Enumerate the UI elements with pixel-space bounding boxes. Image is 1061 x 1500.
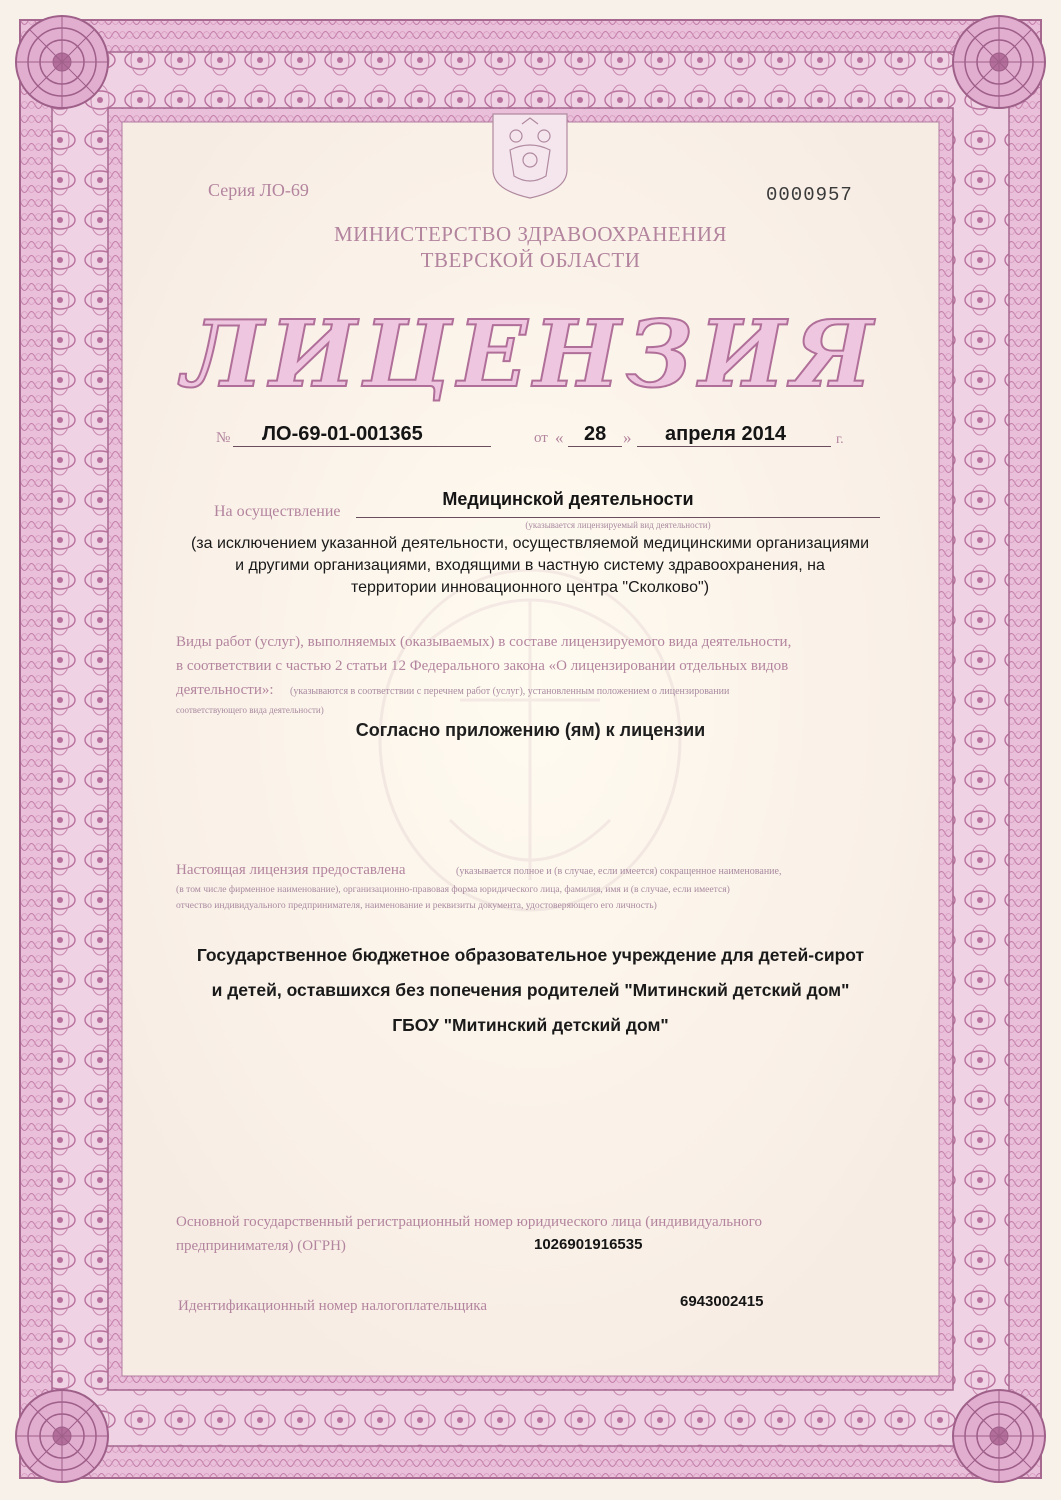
date-close-quote: » <box>623 428 632 447</box>
corner-rosette-bottom-right <box>953 1390 1045 1482</box>
licensee-name-line-1: Государственное бюджетное образовательное учреждение для детей-сирот <box>196 945 865 965</box>
licensee-label: Настоящая лицензия предоставлена <box>176 862 406 878</box>
corner-rosette-top-right <box>953 16 1045 108</box>
issuer-line-1: МИНИСТЕРСТВО ЗДРАВООХРАНЕНИЯ <box>333 222 728 246</box>
licensee-note-1: (указывается полное и (в случае, если имеется) сокращенное наименование, <box>456 866 782 877</box>
works-line-2: в соответствии с частью 2 статьи 12 Федерального закона «О лицензировании отдельных видов <box>176 658 789 674</box>
license-number: ЛО-69-01-001365 <box>262 423 423 445</box>
licensee-note-2: (в том числе фирменное наименование), организационно-правовая форма юридического лица, фамилия, имя и (в случае, если имеется) <box>176 884 730 895</box>
activity-label: На осуществление <box>214 503 341 520</box>
ogrn-value: 1026901916535 <box>534 1236 643 1253</box>
corner-rosette-bottom-left <box>16 1390 108 1482</box>
licensee-note-3: отчество индивидуального предпринимателя, наименование и реквизиты документа, удостоверяющего его личность) <box>176 900 657 911</box>
activity-underline <box>356 517 880 518</box>
date-open-quote: « <box>555 428 564 447</box>
year-suffix: г. <box>836 432 844 447</box>
issuer-line-2: ТВЕРСКОЙ ОБЛАСТИ <box>420 248 641 272</box>
inn-value: 6943002415 <box>680 1293 764 1310</box>
activity-exclusion-line-3: территории инновационного центра "Сколково") <box>350 579 710 596</box>
works-line-3-main: деятельности»: <box>176 682 274 698</box>
licensee-name-line-3: ГБОУ "Митинский детский дом" <box>392 1015 669 1035</box>
series-label: Серия ЛО-69 <box>208 180 309 200</box>
number-sign: № <box>216 430 231 446</box>
day-underline <box>568 446 622 447</box>
blank-number: 0000957 <box>766 184 853 206</box>
document-title: ЛИЦЕНЗИЯ <box>182 300 879 408</box>
works-value: Согласно приложению (ям) к лицензии <box>355 720 706 740</box>
inn-label: Идентификационный номер налогоплательщика <box>178 1298 488 1314</box>
corner-rosette-top-left <box>16 16 108 108</box>
ogrn-label-line-2: предпринимателя) (ОГРН) <box>176 1238 346 1254</box>
coat-of-arms-emblem <box>493 114 567 198</box>
month-year-underline <box>637 446 831 447</box>
date-month-year: апреля 2014 <box>665 423 786 445</box>
activity-exclusion-line-2: и другими организациями, входящими в частную систему здравоохранения, на <box>235 557 825 574</box>
works-line-3-note: (указываются в соответствии с перечнем работ (услуг), установленным положением о лицензировании <box>290 686 730 697</box>
activity-value: Медицинской деятельности <box>442 489 694 509</box>
date-day: 28 <box>584 423 607 445</box>
license-number-underline <box>233 446 491 447</box>
date-from-label: от <box>534 430 548 446</box>
activity-exclusion-line-1: (за исключением указанной деятельности, осуществляемой медицинскими организациями <box>190 535 870 552</box>
works-line-4-note: соответствующего вида деятельности) <box>176 705 324 715</box>
ogrn-label-line-1: Основной государственный регистрационный номер юридического лица (индивидуального <box>176 1214 762 1230</box>
licensee-name-line-2: и детей, оставшихся без попечения родителей "Митинский детский дом" <box>211 980 850 1000</box>
activity-hint: (указывается лицензируемый вид деятельности) <box>525 520 711 530</box>
works-line-1: Виды работ (услуг), выполняемых (оказываемых) в составе лицензируемого вида деятельности, <box>176 634 792 650</box>
